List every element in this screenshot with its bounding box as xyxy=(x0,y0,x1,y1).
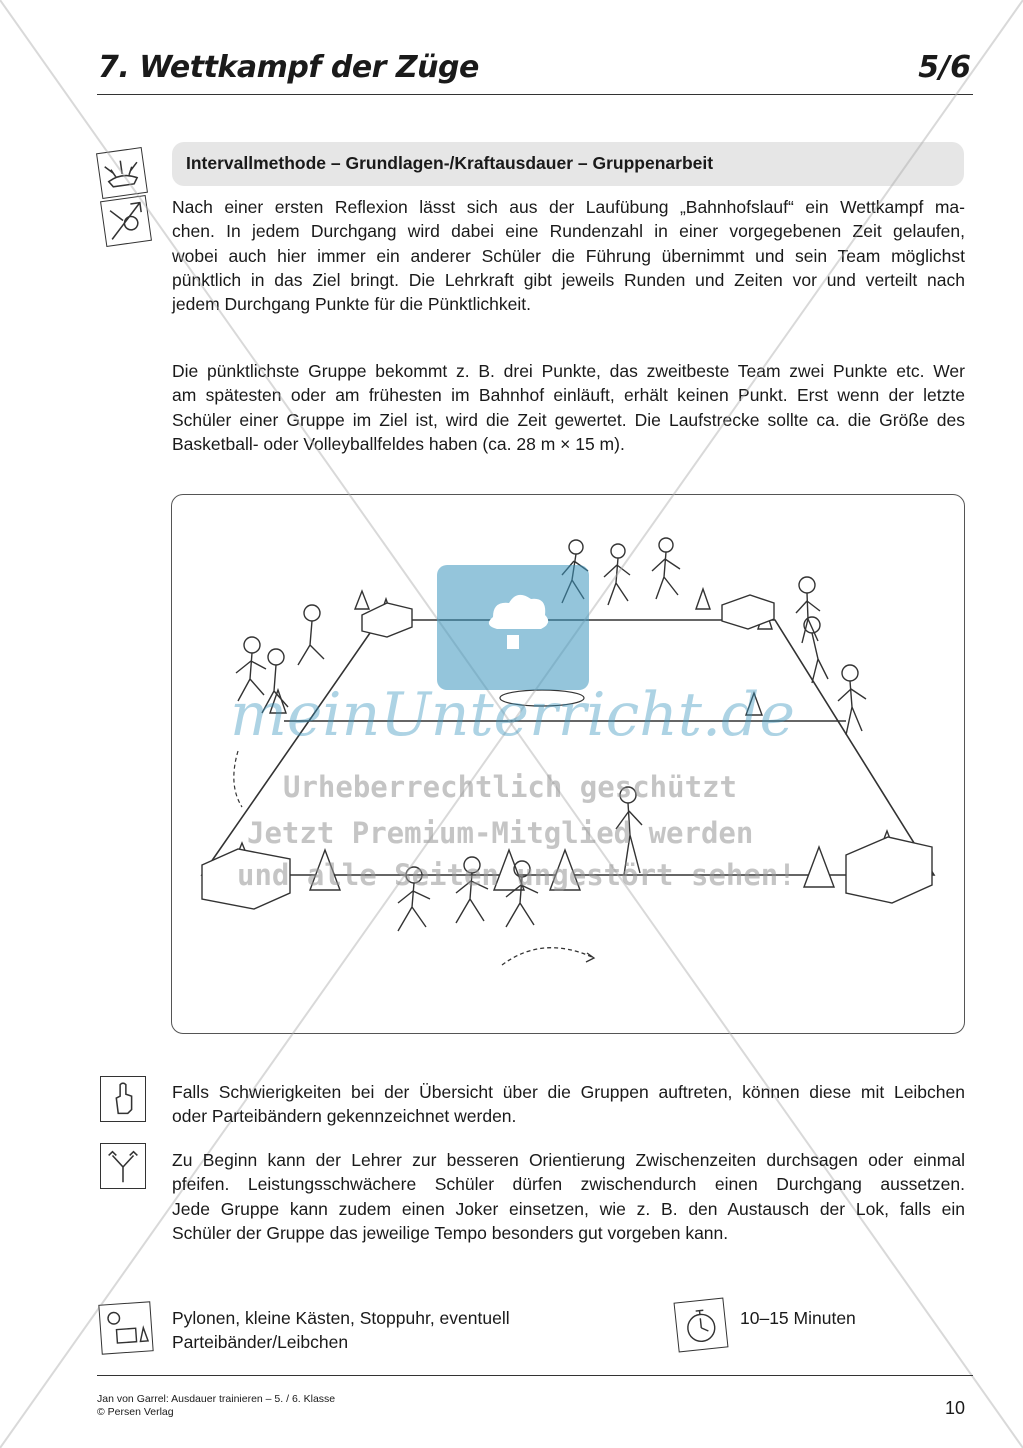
text-line: Zu Beginn kann der Lehrer zur besseren Orientierung Zwischenzeiten durchsagen oder einmal xyxy=(172,1150,965,1170)
watermark-line: Urheberrechtlich geschützt xyxy=(283,770,737,804)
page-of-indicator: 5/6 xyxy=(918,50,971,85)
topic-bar: Intervallmethode – Grundlagen-/Kraftausdauer – Gruppenarbeit xyxy=(172,142,964,186)
text-line: Basketball- oder Volleyballfeldes haben (ca. 28 m × 15 m). xyxy=(172,433,625,454)
stopwatch-icon xyxy=(674,1298,729,1353)
text-line: oder Parteibändern gekennzeichnet werden. xyxy=(172,1106,517,1127)
duration-label: 10–15 Minuten xyxy=(740,1308,856,1328)
variation-paragraph xyxy=(172,1148,965,1245)
page-number: 10 xyxy=(944,1398,965,1418)
tip-paragraph xyxy=(172,1080,965,1129)
text-line: Jede Gruppe kann zudem einen Joker einsetzen, wie z. B. den Austausch der Lok, falls ein xyxy=(172,1198,965,1219)
text-line: Die pünktlichste Gruppe bekommt z. B. drei Punkte, das zweitbeste Team zwei Punkte etc. Wer xyxy=(172,361,965,381)
footer-credit xyxy=(97,1393,335,1419)
watermark-logo-text: meinUnterricht.de xyxy=(230,680,795,750)
credit-line: Jan von Garrel: Ausdauer trainieren – 5. / 6. Klasse xyxy=(97,1393,336,1405)
watermark-line: und alle Seiten ungestört sehen! xyxy=(237,858,796,892)
watermark-briefcase-icon xyxy=(437,565,589,690)
forked-arrow-icon xyxy=(100,1143,146,1189)
watermark-line: Jetzt Premium-Mitglied werden xyxy=(247,816,754,850)
text-line: jedem Durchgang Punkte für die Pünktlichkeit. xyxy=(172,294,531,315)
equipment-icon xyxy=(98,1301,153,1355)
credit-line: © Persen Verlag xyxy=(97,1406,174,1418)
text-line: Parteibänder/Leibchen xyxy=(172,1332,349,1353)
text-line: wobei auch hier immer ein anderer Schüler die Führung übernimmt und sein Team möglichst xyxy=(172,245,965,266)
text-line: pünktlich in das Ziel bringt. Die Lehrkraft gibt jeweils Runden und Zeiten vor und verteilt nach xyxy=(172,269,965,290)
materials-list xyxy=(172,1306,592,1355)
text-line: Pylonen, kleine Kästen, Stoppuhr, eventuell xyxy=(172,1308,510,1328)
page-title: 7. Wettkampf der Züge xyxy=(98,50,479,85)
text-line: Schüler der Gruppe das jeweilige Tempo besonders gut vorgeben kann. xyxy=(172,1222,729,1243)
text-line: Schüler einer Gruppe im Ziel ist, wird die Zeit gewertet. Die Laufstrecke sollte ca. die Größe des xyxy=(172,409,965,430)
pointing-hand-icon xyxy=(100,1076,146,1122)
footer-divider xyxy=(97,1375,973,1376)
text-line: chen. In jedem Durchgang wird dabei eine Rundenzahl in einer vorgegebenen Zeit gelaufen, xyxy=(172,221,965,242)
text-line: Nach einer ersten Reflexion lässt sich aus der Laufübung „Bahnhofslauf“ ein Wettkampf ma- xyxy=(172,197,965,217)
text-line: pfeifen. Leistungsschwächere Schüler dürfen zwischendurch einen Durchgang aussetzen. xyxy=(172,1174,965,1195)
text-line: Falls Schwierigkeiten bei der Übersicht über die Gruppen auftreten, können diese mit Leibchen xyxy=(172,1082,965,1102)
text-line: am spätesten oder am frühesten im Bahnhof einläuft, erhält keinen Punkt. Erst wenn der letzte xyxy=(172,385,965,406)
